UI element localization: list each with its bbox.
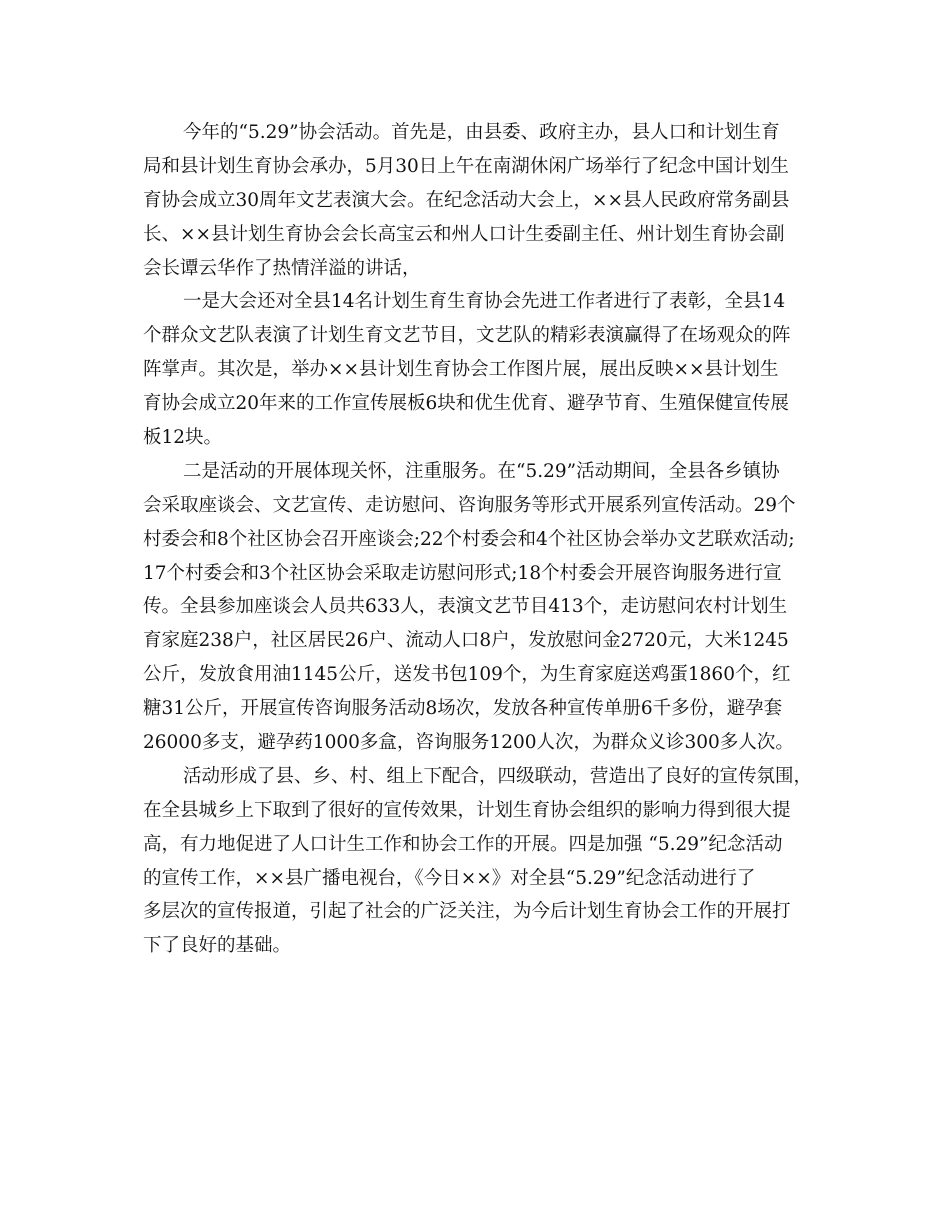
paragraph-line: 下了良好的基础。 [143, 935, 292, 957]
paragraph-line: 活动形成了县、乡、村、组上下配合，四级联动，营造出了良好的宣传氛围， [183, 765, 813, 787]
paragraph-line: 公斤，发放食用油1145公斤，送发书包109个，为生育家庭送鸡蛋1860个，红 [143, 664, 791, 686]
paragraph-line: 今年的“5.29”协会活动。首先是，由县委、政府主办，县人口和计划生育 [183, 122, 780, 143]
paragraph-line: 高，有力地促进了人口计生工作和协会工作的开展。四是加强 “5.29”纪念活动 [143, 833, 783, 855]
paragraph-2 [143, 285, 815, 454]
paragraph-line: 多层次的宣传报道，引起了社会的广泛关注，为今后计划生育协会工作的开展打 [143, 901, 791, 923]
paragraph-1 [143, 116, 815, 285]
paragraph-3 [143, 455, 815, 760]
paragraph-line: 17个村委会和3个社区协会采取走访慰问形式;18个村委会开展咨询服务进行宣 [143, 562, 782, 584]
paragraph-line: 在全县城乡上下取到了很好的宣传效果，计划生育协会组织的影响力得到很大提 [143, 799, 791, 821]
paragraph-line: 局和县计划生育协会承办，5月30日上午在南湖休闲广场举行了纪念中国计划生 [143, 155, 789, 177]
paragraph-line: 育协会成立30周年文艺表演大会。在纪念活动大会上，××县人民政府常务副县 [143, 189, 790, 211]
paragraph-line: 育家庭238户，社区居民26户、流动人口8户，发放慰问金2720元，大米1245 [143, 630, 789, 652]
paragraph-line: 一是大会还对全县14名计划生育生育协会先进工作者进行了表彰，全县14 [183, 291, 786, 313]
paragraph-line: 长、××县计划生育协会会长高宝云和州人口计生委副主任、州计划生育协会副 [143, 223, 785, 245]
paragraph-line: 传。全县参加座谈会人员共633人，表演文艺节目413个，走访慰问农村计划生 [143, 596, 788, 618]
paragraph-line: 26000多支，避孕药1000多盒，咨询服务1200人次，为群众义诊300多人次。 [143, 732, 794, 754]
paragraph-line: 的宣传工作，××县广播电视台，《今日××》对全县“5.29”纪念活动进行了 [143, 867, 756, 889]
paragraph-line: 糖31公斤，开展宣传咨询服务活动8场次，发放各种宣传单册6千多份，避孕套 [143, 698, 783, 720]
document-body [143, 116, 815, 963]
paragraph-line: 阵掌声。其次是，举办××县计划生育协会工作图片展，展出反映××县计划生 [143, 359, 779, 381]
paragraph-line: 会采取座谈会、文艺宣传、走访慰问、咨询服务等形式开展系列宣传活动。29个 [143, 494, 796, 516]
paragraph-4 [143, 760, 815, 963]
paragraph-line: 个群众文艺队表演了计划生育文艺节目，文艺队的精彩表演赢得了在场观众的阵 [143, 325, 791, 347]
paragraph-line: 二是活动的开展体现关怀，注重服务。在“5.29”活动期间，全县各乡镇协 [183, 460, 780, 482]
paragraph-line: 会长谭云华作了热情洋溢的讲话， [143, 257, 421, 279]
paragraph-line: 板12块。 [143, 427, 223, 449]
paragraph-line: 村委会和8个社区协会召开座谈会;22个村委会和4个社区协会举办文艺联欢活动; [143, 528, 795, 550]
paragraph-line: 育协会成立20年来的工作宣传展板6块和优生优育、避孕节育、生殖保健宣传展 [143, 393, 789, 415]
